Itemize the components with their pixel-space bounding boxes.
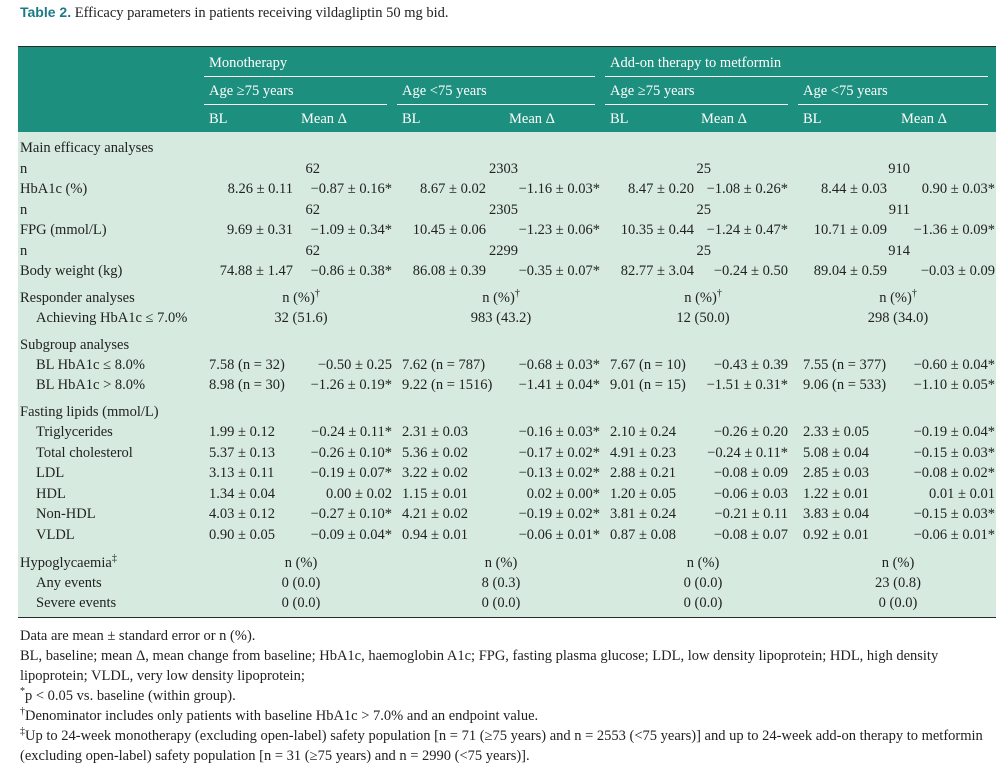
mean-change-value: −0.06 ± 0.01* [518, 527, 600, 543]
footnote: ‡Up to 24-week monotherapy (excluding open-label) safety population [n = 71 (≥75 years) and n = 2553 (<75 years)] and up to 24-week add-on therapy to metformin (excluding open-label) safety population [n = 31 (≥75 years) and n = 2990 (<75 years)]. [20, 726, 983, 764]
mean-change-value: −0.24 ± 0.50 [713, 263, 788, 279]
n-percent-header: n (%) [484, 555, 518, 571]
mean-change-value: −0.09 ± 0.04* [310, 527, 392, 543]
baseline-value: 8.26 ± 0.11 [227, 181, 293, 197]
mean-change-value: −0.19 ± 0.04* [913, 424, 995, 440]
baseline-value: 1.34 ± 0.04 [209, 486, 275, 502]
header-rule [397, 104, 595, 105]
header-bl: BL [803, 111, 822, 127]
n-value: 25 [696, 161, 711, 177]
baseline-value: 2.33 ± 0.05 [803, 424, 869, 440]
mean-change-value: −1.51 ± 0.31* [706, 377, 788, 393]
count-value: 298 (34.0) [867, 310, 929, 326]
baseline-value: 9.01 (n = 15) [610, 377, 686, 393]
baseline-value: 2.85 ± 0.03 [803, 465, 869, 481]
row-label: Severe events [36, 595, 117, 611]
mean-change-value: −0.19 ± 0.02* [518, 506, 600, 522]
n-percent-header: n (%) [881, 555, 915, 571]
baseline-value: 8.67 ± 0.02 [420, 181, 486, 197]
baseline-value: 3.81 ± 0.24 [610, 506, 676, 522]
mean-change-value: 0.02 ± 0.00* [526, 486, 600, 502]
baseline-value: 3.83 ± 0.04 [803, 506, 869, 522]
row-label: Any events [36, 575, 102, 591]
row-label: n [20, 243, 28, 259]
n-value: 2299 [489, 243, 518, 259]
row-label: n [20, 161, 28, 177]
row-label: LDL [36, 465, 65, 481]
header-mean-change: Mean Δ [509, 111, 555, 127]
baseline-value: 2.10 ± 0.24 [610, 424, 676, 440]
footnote: *p < 0.05 vs. baseline (within group). [20, 686, 236, 704]
mean-change-value: −0.03 ± 0.09 [920, 263, 995, 279]
mean-change-value: −0.24 ± 0.11* [707, 445, 788, 461]
mean-change-value: −1.16 ± 0.03* [518, 181, 600, 197]
row-label: Non-HDL [36, 506, 96, 522]
header-age: Age <75 years [803, 83, 888, 99]
baseline-value: 1.99 ± 0.12 [209, 424, 275, 440]
baseline-value: 9.06 (n = 533) [803, 377, 887, 393]
footnote: †Denominator includes only patients with baseline HbA1c > 7.0% and an endpoint value. [20, 706, 539, 724]
header-mean-change: Mean Δ [901, 111, 947, 127]
baseline-value: 10.35 ± 0.44 [620, 222, 694, 238]
baseline-value: 5.37 ± 0.13 [209, 445, 275, 461]
n-percent-header: n (%) [686, 555, 720, 571]
baseline-value: 8.47 ± 0.20 [628, 181, 694, 197]
row-label: HbA1c (%) [20, 181, 88, 197]
header-mean-change: Mean Δ [301, 111, 347, 127]
mean-change-value: −0.08 ± 0.02* [913, 465, 995, 481]
mean-change-value: −0.15 ± 0.03* [913, 445, 995, 461]
baseline-value: 0.87 ± 0.08 [610, 527, 676, 543]
table-caption [20, 2, 449, 23]
baseline-value: 10.45 ± 0.06 [412, 222, 486, 238]
n-value: 910 [888, 161, 910, 177]
mean-change-value: −0.26 ± 0.10* [310, 445, 392, 461]
baseline-value: 10.71 ± 0.09 [813, 222, 887, 238]
header-group-monotherapy: Monotherapy [209, 55, 288, 71]
row-label: HDL [36, 486, 66, 502]
mean-change-value: −0.06 ± 0.03 [713, 486, 788, 502]
count-value: 0 (0.0) [281, 575, 321, 591]
count-value: 0 (0.0) [481, 595, 521, 611]
header-mean-change: Mean Δ [701, 111, 747, 127]
row-label: Total cholesterol [36, 445, 133, 461]
header-age: Age ≥75 years [610, 83, 695, 99]
baseline-value: 2.31 ± 0.03 [402, 424, 468, 440]
baseline-value: 9.69 ± 0.31 [227, 222, 293, 238]
baseline-value: 4.21 ± 0.02 [402, 506, 468, 522]
mean-change-value: −0.24 ± 0.11* [311, 424, 392, 440]
header-rule [798, 104, 988, 105]
header-rule [204, 76, 595, 77]
baseline-value: 7.67 (n = 10) [610, 357, 686, 373]
n-percent-header: n (%)† [879, 288, 917, 306]
baseline-value: 7.62 (n = 787) [402, 357, 486, 373]
n-percent-header: n (%) [284, 555, 318, 571]
baseline-value: 7.58 (n = 32) [209, 357, 285, 373]
baseline-value: 86.08 ± 0.39 [412, 263, 486, 279]
header-group-addon: Add-on therapy to metformin [610, 55, 782, 71]
mean-change-value: −0.35 ± 0.07* [518, 263, 600, 279]
baseline-value: 1.15 ± 0.01 [402, 486, 468, 502]
mean-change-value: −0.08 ± 0.09 [713, 465, 788, 481]
n-percent-header: n (%)† [684, 288, 722, 306]
count-value: 983 (43.2) [470, 310, 532, 326]
baseline-value: 82.77 ± 3.04 [620, 263, 694, 279]
footnote: BL, baseline; mean Δ, mean change from baseline; HbA1c, haemoglobin A1c; FPG, fasting plasma glucose; LDL, low density lipoprotein; HDL, high density lipoprotein; VLDL, very low density lipoprotein; [20, 648, 939, 684]
row-label: VLDL [36, 527, 75, 543]
baseline-value: 3.22 ± 0.02 [402, 465, 468, 481]
count-value: 0 (0.0) [281, 595, 321, 611]
footnote: Data are mean ± standard error or n (%). [20, 628, 256, 644]
mean-change-value: −1.09 ± 0.34* [310, 222, 392, 238]
baseline-value: 5.36 ± 0.02 [402, 445, 468, 461]
n-value: 62 [305, 243, 320, 259]
mean-change-value: −0.19 ± 0.07* [310, 465, 392, 481]
baseline-value: 4.03 ± 0.12 [209, 506, 275, 522]
count-value: 32 (51.6) [274, 310, 328, 326]
baseline-value: 2.88 ± 0.21 [610, 465, 676, 481]
count-value: 8 (0.3) [481, 575, 521, 591]
mean-change-value: −1.23 ± 0.06* [518, 222, 600, 238]
baseline-value: 8.44 ± 0.03 [821, 181, 887, 197]
row-label: Triglycerides [36, 424, 113, 440]
baseline-value: 8.98 (n = 30) [209, 377, 285, 393]
table-footnotes [20, 626, 996, 766]
n-value: 25 [696, 243, 711, 259]
mean-change-value: −0.21 ± 0.11 [714, 506, 788, 522]
n-value: 914 [888, 243, 910, 259]
header-rule [605, 76, 988, 77]
section-hypoglycaemia: Hypoglycaemia‡ [20, 553, 117, 571]
table-label: Table 2. [20, 4, 72, 20]
mean-change-value: −0.26 ± 0.20 [713, 424, 788, 440]
baseline-value: 0.90 ± 0.05 [209, 527, 275, 543]
baseline-value: 0.94 ± 0.01 [402, 527, 468, 543]
baseline-value: 1.20 ± 0.05 [610, 486, 676, 502]
n-value: 62 [305, 202, 320, 218]
n-value: 2303 [489, 161, 518, 177]
count-value: 0 (0.0) [683, 575, 723, 591]
mean-change-value: −0.60 ± 0.04* [913, 357, 995, 373]
section-subgroup: Subgroup analyses [20, 337, 130, 353]
row-label: Body weight (kg) [20, 263, 123, 279]
mean-change-value: −1.08 ± 0.26* [706, 181, 788, 197]
table-header [18, 47, 996, 132]
mean-change-value: −0.50 ± 0.25 [317, 357, 392, 373]
header-age: Age <75 years [402, 83, 487, 99]
n-percent-header: n (%)† [482, 288, 520, 306]
baseline-value: 9.22 (n = 1516) [402, 377, 493, 393]
header-bl: BL [610, 111, 629, 127]
row-label: Achieving HbA1c ≤ 7.0% [36, 310, 188, 326]
n-value: 25 [696, 202, 711, 218]
section-lipids: Fasting lipids (mmol/L) [20, 404, 159, 420]
baseline-value: 5.08 ± 0.04 [803, 445, 869, 461]
header-rule [605, 104, 788, 105]
mean-change-value: −1.36 ± 0.09* [913, 222, 995, 238]
mean-change-value: 0.01 ± 0.01 [929, 486, 995, 502]
n-value: 62 [305, 161, 320, 177]
baseline-value: 7.55 (n = 377) [803, 357, 887, 373]
mean-change-value: −0.08 ± 0.07 [713, 527, 788, 543]
baseline-value: 74.88 ± 1.47 [219, 263, 293, 279]
count-value: 23 (0.8) [875, 575, 921, 591]
header-bl: BL [402, 111, 421, 127]
header-bl: BL [209, 111, 228, 127]
mean-change-value: −0.27 ± 0.10* [310, 506, 392, 522]
header-rule [204, 104, 387, 105]
row-label: FPG (mmol/L) [20, 222, 107, 238]
mean-change-value: −1.10 ± 0.05* [913, 377, 995, 393]
mean-change-value: 0.90 ± 0.03* [921, 181, 995, 197]
n-value: 911 [888, 202, 910, 218]
mean-change-value: −1.26 ± 0.19* [310, 377, 392, 393]
baseline-value: 89.04 ± 0.59 [813, 263, 887, 279]
n-percent-header: n (%)† [282, 288, 320, 306]
mean-change-value: −1.41 ± 0.04* [518, 377, 600, 393]
mean-change-value: −0.87 ± 0.16* [310, 181, 392, 197]
baseline-value: 4.91 ± 0.23 [610, 445, 676, 461]
mean-change-value: −0.15 ± 0.03* [913, 506, 995, 522]
baseline-value: 3.13 ± 0.11 [209, 465, 275, 481]
baseline-value: 1.22 ± 0.01 [803, 486, 869, 502]
efficacy-table [18, 46, 996, 618]
mean-change-value: −0.68 ± 0.03* [518, 357, 600, 373]
mean-change-value: −1.24 ± 0.47* [706, 222, 788, 238]
mean-change-value: −0.43 ± 0.39 [713, 357, 788, 373]
count-value: 0 (0.0) [878, 595, 918, 611]
mean-change-value: −0.06 ± 0.01* [913, 527, 995, 543]
baseline-value: 0.92 ± 0.01 [803, 527, 869, 543]
section-responder: Responder analyses [20, 290, 135, 306]
row-label: n [20, 202, 28, 218]
mean-change-value: −0.13 ± 0.02* [518, 465, 600, 481]
n-value: 2305 [489, 202, 518, 218]
table-title: Efficacy parameters in patients receiving vildagliptin 50 mg bid. [74, 5, 449, 21]
count-value: 12 (50.0) [676, 310, 730, 326]
mean-change-value: 0.00 ± 0.02 [326, 486, 392, 502]
section-main: Main efficacy analyses [20, 140, 154, 156]
mean-change-value: −0.16 ± 0.03* [518, 424, 600, 440]
row-label: BL HbA1c ≤ 8.0% [36, 357, 145, 373]
header-age: Age ≥75 years [209, 83, 294, 99]
row-label: BL HbA1c > 8.0% [36, 377, 146, 393]
count-value: 0 (0.0) [683, 595, 723, 611]
mean-change-value: −0.17 ± 0.02* [518, 445, 600, 461]
mean-change-value: −0.86 ± 0.38* [310, 263, 392, 279]
